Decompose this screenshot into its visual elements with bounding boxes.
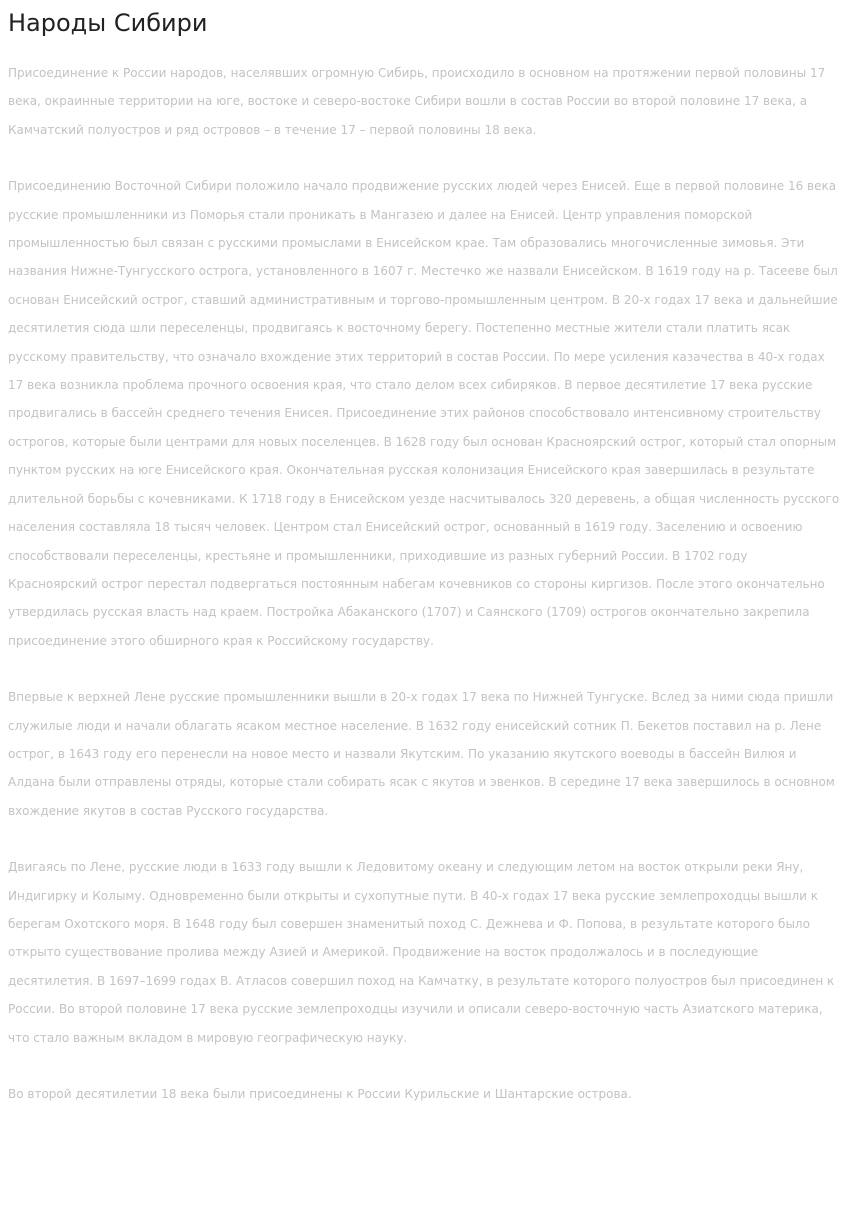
paragraph-2: Присоединению Восточной Сибири положило начало продвижение русских людей через Енисей. Еще в первой половине 16 века русские промышленники из Поморья стали проникать в Мангазею и далее на Енисей. Центр управления поморской промышленностью был связан с русскими промыслами в Енисейском крае. Там образовались многочисленные зимовья. Эти названия Нижне-Тунгусского острога, установленного в 1607 г. Местечко же назвали Енисейском. В 1619 году на р. Тасееве был основан Енисейский острог, ставший административным и торгово-промышленным центром. В 20-х годах 17 века и дальнейшие десятилетия сюда шли переселенцы, продвигаясь к восточному берегу. Постепенно местные жители стали платить ясак русскому правительству, что означало вхождение этих территорий в состав России. По мере усиления казачества в 40-х годах 17 века возникла проблема прочного освоения края, что стало делом всех сибиряков. В первое десятилетие 17 века русские продвигались в бассейн среднего течения Енисея. Присоединение этих районов способствовало интенсивному строительству острогов, которые были центрами для новых поселенцев. В 1628 году был основан Красноярский острог, который стал опорным пунктом русских на юге Енисейского края. Окончательная русская колонизация Енисейского края завершилась в результате длительной борьбы с кочевниками. К 1718 году в Енисейском уезде насчитывалось 320 деревень, а общая численность русского населения составляла 18 тысяч человек. Центром стал Енисейский острог, основанный в 1619 году. Заселению и освоению способствовали переселенцы, крестьяне и промышленники, приходившие из разных губерний России. В 1702 году Красноярский острог перестал подвергаться постоянным набегам кочевников со стороны киргизов. После этого окончательно утвердилась русская власть над краем. Постройка Абаканского (1707) и Саянского (1709) острогов окончательно закрепила присоединение этого обширного края к Российскому государству. (8, 179, 840, 648)
page-content (8, 0, 840, 1108)
paragraph-4: Двигаясь по Лене, русские люди в 1633 году вышли к Ледовитому океану и следующим летом на восток открыли реки Яну, Индигирку и Колыму. Одновременно были открыты и сухопутные пути. В 40-х годах 17 века русские землепроходцы вышли к берегам Охотского моря. В 1648 году был совершен знаменитый поход С. Дежнева и Ф. Попова, в результате которого было открыто существование пролива между Азией и Америкой. Продвижение на восток продолжалось и в последующие десятилетия. В 1697–1699 годах В. Атласов совершил поход на Камчатку, в результате которого полуостров был присоединен к России. Во второй половине 17 века русские землепроходцы изучили и описали северо-восточную часть Азиатского материка, что стало важным вкладом в мировую географическую науку. (8, 860, 835, 1045)
page-title: Народы Сибири (8, 9, 208, 37)
paragraph-3: Впервые к верхней Лене русские промышленники вышли в 20-х годах 17 века по Нижней Тунгуске. Вслед за ними сюда пришли служилые люди и начали облагать ясаком местное население. В 1632 году енисейский сотник П. Бекетов поставил на р. Лене острог, в 1643 году его перенесли на новое место и назвали Якутским. По указанию якутского воеводы в бассейн Вилюя и Алдана были отправлены отряды, которые стали собирать ясак с якутов и эвенков. В середине 17 века завершилось в основном вхождение якутов в состав Русского государства. (8, 690, 835, 818)
paragraph-5: Во второй десятилетии 18 века были присоединены к России Курильские и Шантарские острова. (8, 1087, 632, 1101)
paragraph-1: Присоединение к России народов, населявших огромную Сибирь, происходило в основном на протяжении первой половины 17 века, окраинные территории на юге, востоке и северо-востоке Сибири вошли в состав России во второй половине 17 века, а Камчатский полуостров и ряд островов – в течение 17 – первой половины 18 века. (8, 66, 826, 137)
